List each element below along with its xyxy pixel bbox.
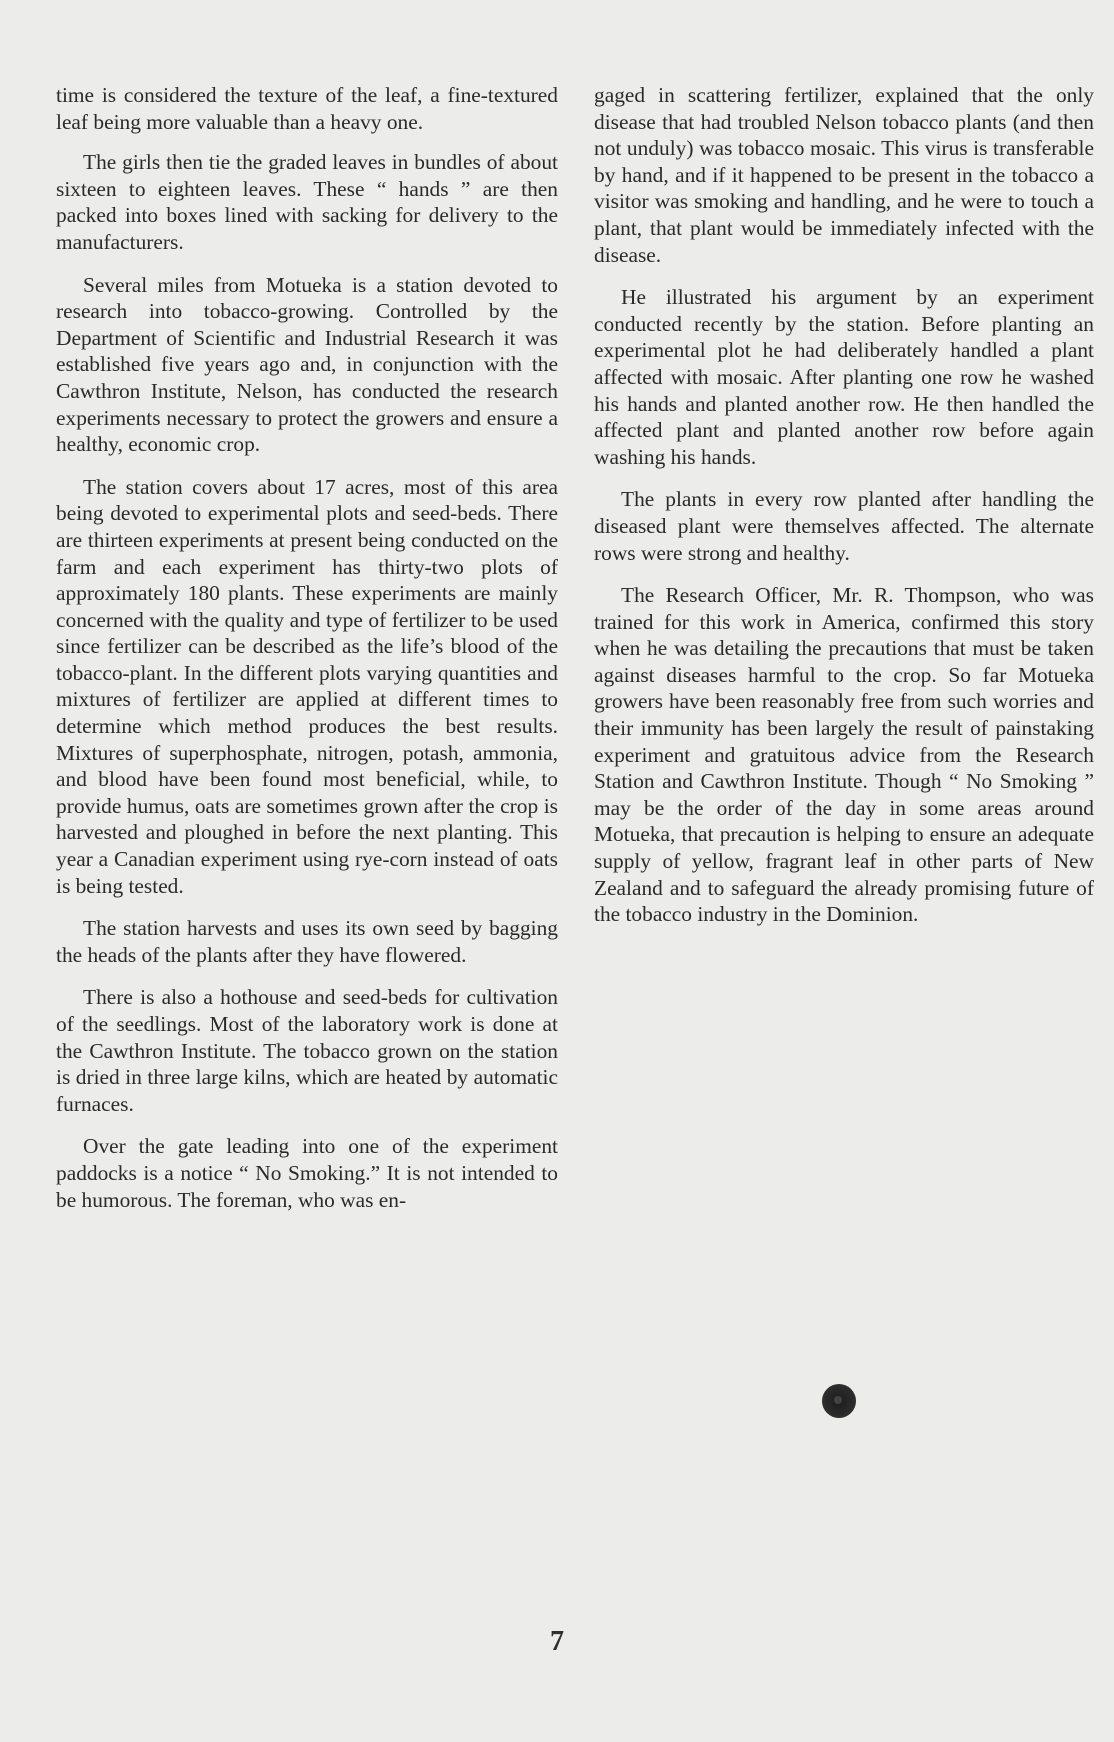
paragraph: gaged in scattering fertilizer, explained that the only disease that had troubled Nelson tobacco plants (and then not unduly) was tobacco mosaic. This virus is transferable by hand, and if it happened to be present in the tobacco a visitor was smoking and handling, and he were to touch a plant, that plant would be immediately infected with the disease. bbox=[594, 83, 1094, 267]
paragraph: He illustrated his argument by an experiment conducted recently by the station. Before planting an experimental plot he had deliberately handled a plant affected with mosaic. After planting one row he washed his hands and planted another row. He then handled the affected plant and planted another row before again washing his hands. bbox=[594, 285, 1094, 469]
ink-blot-mark bbox=[822, 1384, 856, 1418]
left-text-column bbox=[56, 82, 558, 1227]
paragraph: The girls then tie the graded leaves in bundles of about sixteen to eighteen leaves. These “ hands ” are then packed into boxes lined with sacking for delivery to the manufacturers. bbox=[56, 150, 558, 254]
paragraph: There is also a hothouse and seed-beds for cultivation of the seedlings. Most of the laboratory work is done at the Cawthron Institute. The tobacco grown on the station is dried in three large kilns, which are heated by automatic furnaces. bbox=[56, 985, 558, 1116]
paragraph: The Research Officer, Mr. R. Thompson, who was trained for this work in America, confirmed this story when he was detailing the precautions that must be taken against diseases harmful to the crop. So far Motueka growers have been reasonably free from such worries and their immunity has been largely the result of painstaking experiment and gratuitous advice from the Research Station and Cawthron Institute. Though “ No Smoking ” may be the order of the day in some areas around Motueka, that precaution is helping to ensure an adequate supply of yellow, fragrant leaf in other parts of New Zealand and to safeguard the already promising future of the tobacco industry in the Dominion. bbox=[594, 583, 1094, 927]
paragraph: Over the gate leading into one of the experiment paddocks is a notice “ No Smoking.” It is not intended to be humorous. The foreman, who was en- bbox=[56, 1134, 558, 1212]
paragraph: The station covers about 17 acres, most of this area being devoted to experimental plots and seed-beds. There are thirteen experiments at present being conducted on the farm and each experiment has thirty-two plots of approximately 180 plants. These experiments are mainly concerned with the quality and type of fertilizer to be used since fertilizer can be described as the life’s blood of the tobacco-plant. In the different plots varying quantities and mixtures of fertilizer are applied at different times to determine which method produces the best results. Mixtures of superphosphate, nitrogen, potash, ammonia, and blood have been found most beneficial, while, to provide humus, oats are sometimes grown after the crop is harvested and ploughed in before the next planting. This year a Canadian experiment using rye-corn instead of oats is being tested. bbox=[56, 474, 558, 898]
right-text-column bbox=[594, 82, 1094, 942]
paragraph: The station harvests and uses its own seed by bagging the heads of the plants after they have flowered. bbox=[56, 916, 558, 967]
paragraph: time is considered the texture of the leaf, a fine-textured leaf being more valuable than a heavy one. bbox=[56, 83, 558, 134]
paragraph: The plants in every row planted after handling the diseased plant were themselves affected. The alternate rows were strong and healthy. bbox=[594, 487, 1094, 565]
page-number: 7 bbox=[550, 1626, 564, 1657]
paragraph: Several miles from Motueka is a station devoted to research into tobacco-growing. Controlled by the Department of Scientific and Industrial Research it was established five years ago and, in conjunction with the Cawthron Institute, Nelson, has conducted the research experiments necessary to protect the growers and ensure a healthy, economic crop. bbox=[56, 272, 558, 457]
